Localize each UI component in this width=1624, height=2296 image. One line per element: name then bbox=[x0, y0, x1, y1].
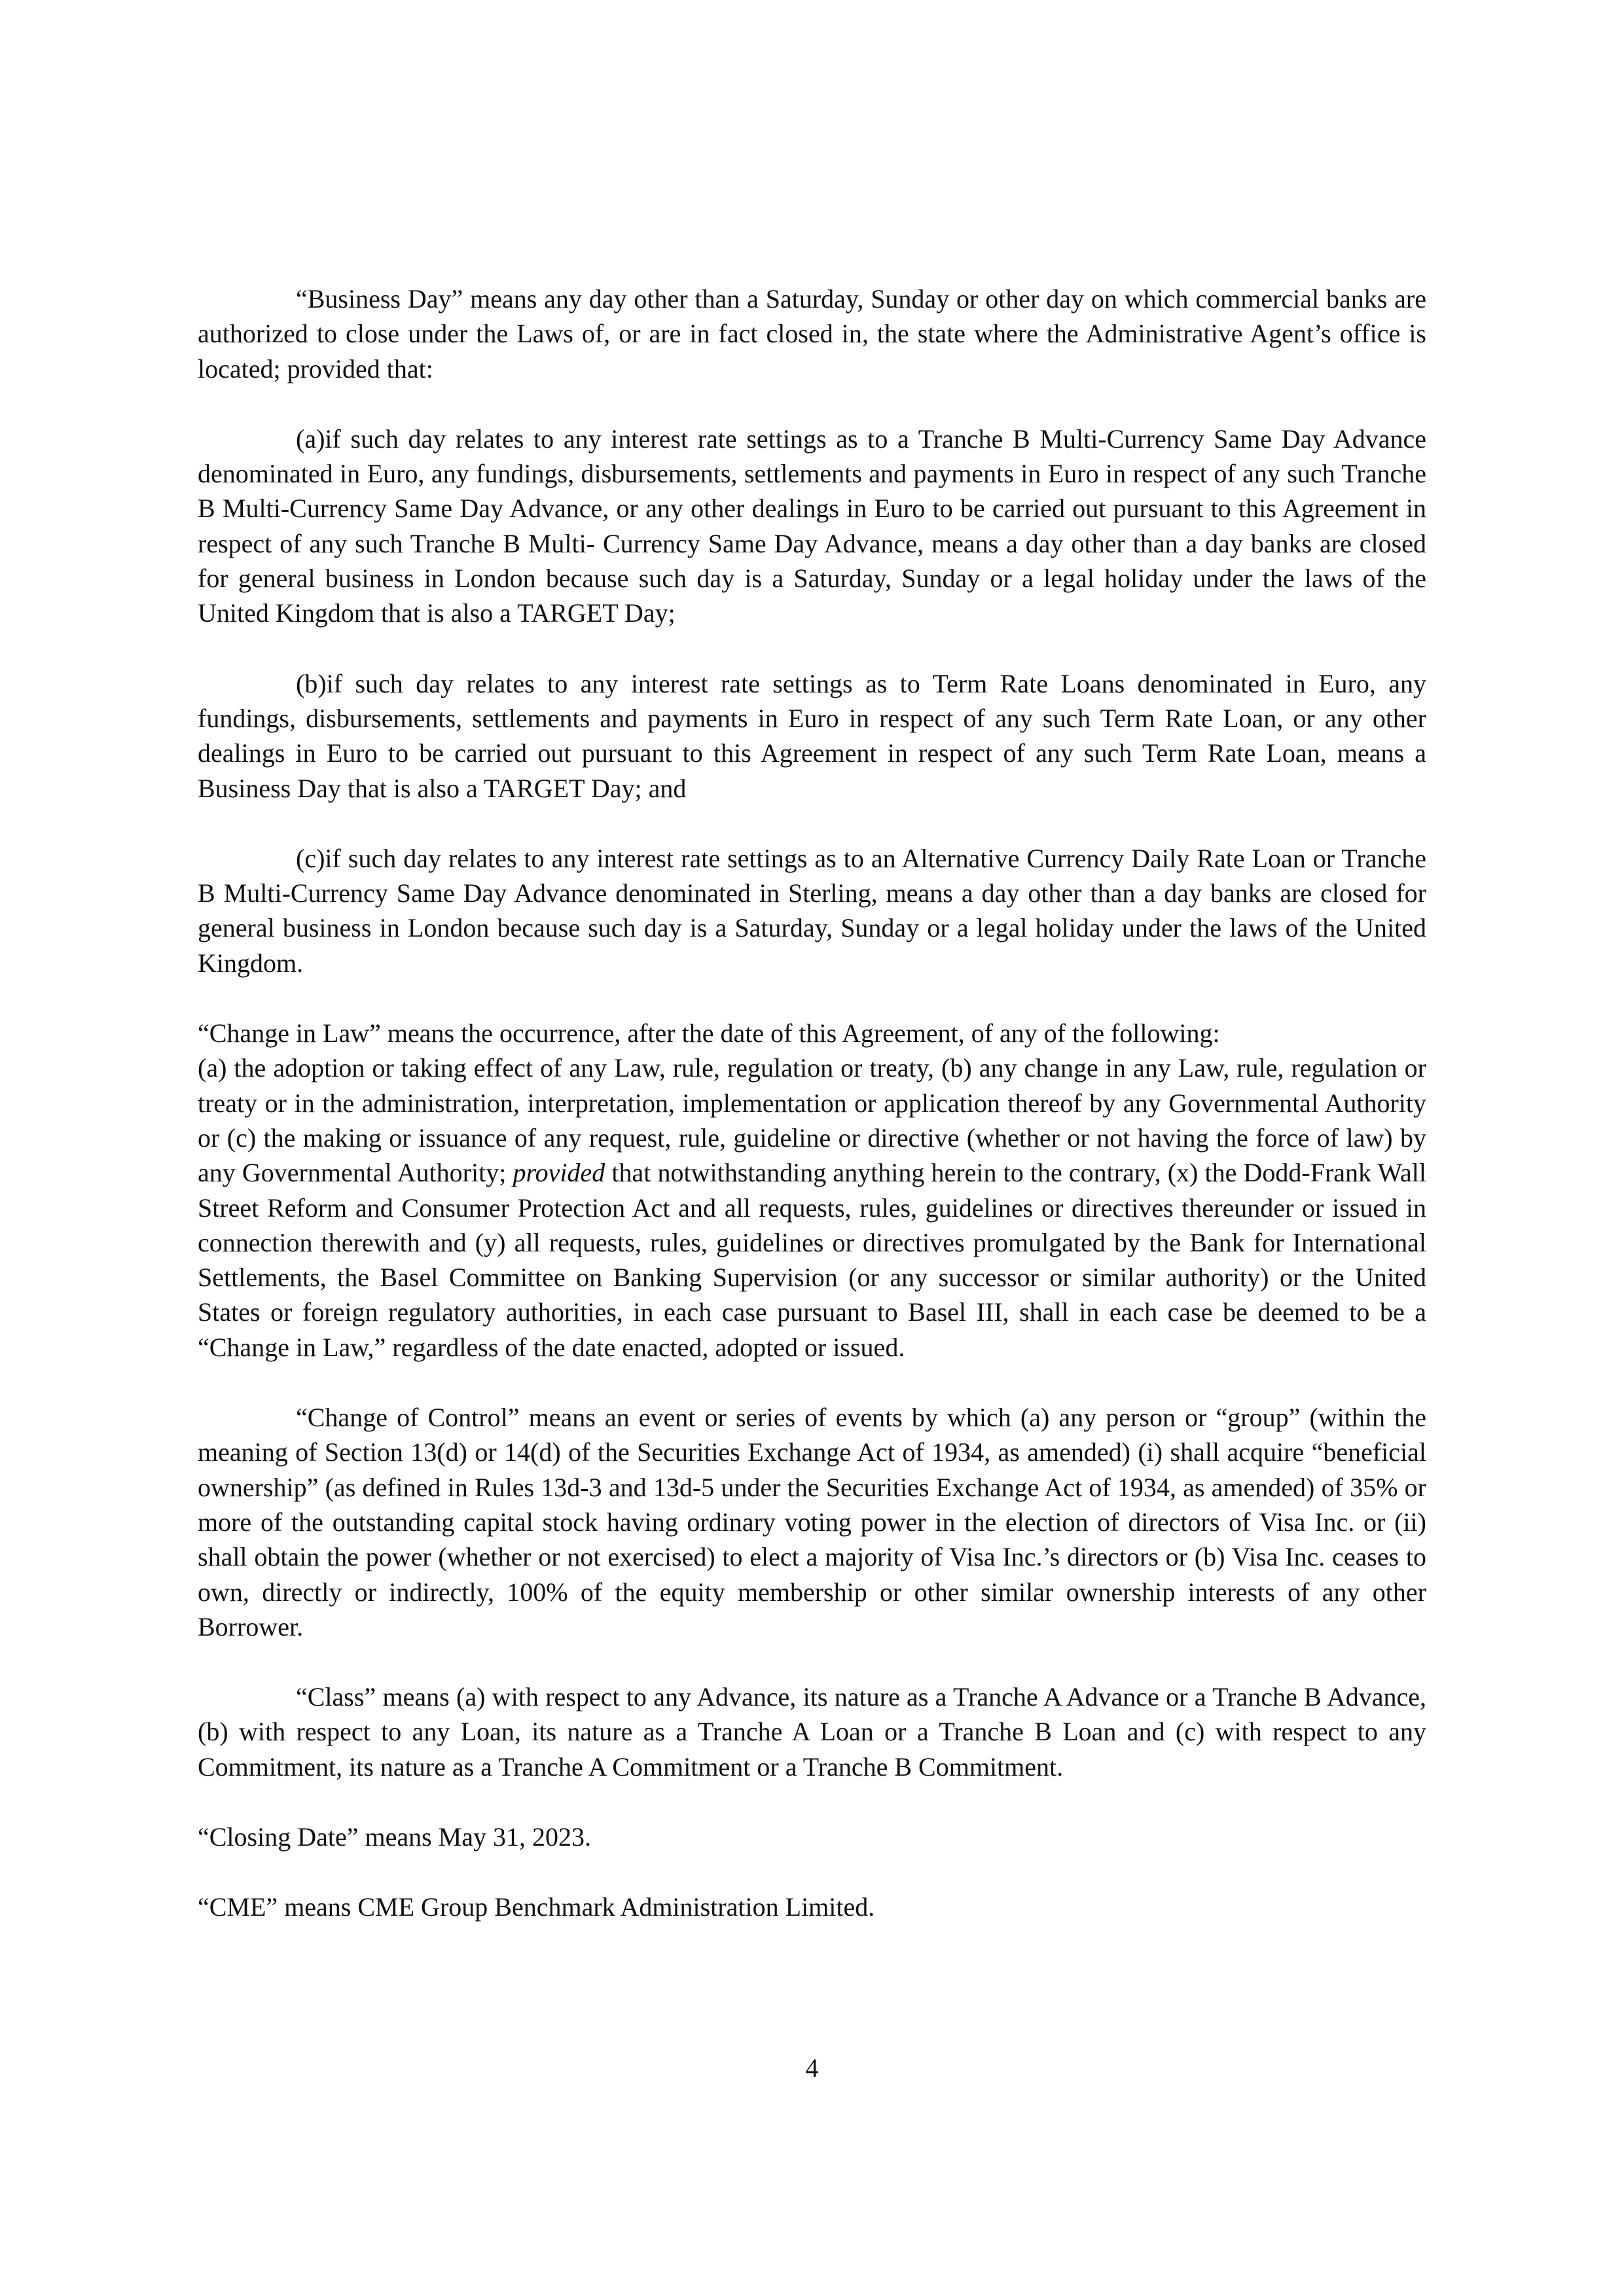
change-in-law-text-after: that notwithstanding anything herein to the contrary, (x) the Dodd-Frank Wall Street Reform and Consumer Protection Act and all requests, rules, guidelines or directives thereunder or issued in connection therewith and (y) all requests, rules, guidelines or directives promulgated by the Bank for International Settlements, the Basel Committee on Banking Supervision (or any successor or similar authority) or the United States or foreign regulatory authorities, in each case pursuant to Basel III, shall in each case be deemed to be a “Change in Law,” regardless of the date enacted, adopted or issued. bbox=[198, 1158, 1427, 1362]
clause-label: (a) bbox=[296, 423, 325, 454]
definition-business-day: “Business Day” means any day other than a Saturday, Sunday or other day on which commercial banks are authorized to close under the Laws of, or are in fact closed in, the state where the Administrative Agent’s office is located; provided that: bbox=[198, 284, 1426, 384]
page-number: 4 bbox=[805, 2053, 819, 2083]
definition-change-in-law bbox=[198, 1016, 1426, 1365]
clause-text: if such day relates to any interest rate settings as to an Alternative Currency Daily Rate Loan or Tranche B Multi-Currency Same Day Advance denominated in Sterling, means a day other than a day banks are closed for general business in London because such day is a Saturday, Sunday or a legal holiday under the laws of the United Kingdom. bbox=[198, 843, 1426, 978]
definition-business-day-clause-c bbox=[198, 841, 1426, 980]
definition-business-day-clause-a bbox=[198, 422, 1426, 631]
clause-text: if such day relates to any interest rate settings as to Term Rate Loans denominated in Euro, any fundings, disbursements, settlements and payments in Euro in respect of any such Term Rate Loan, or any other dealings in Euro to be carried out pursuant to this Agreement in respect of any such Term Rate Loan, means a Business Day that is also a TARGET Day; and bbox=[198, 668, 1426, 803]
change-in-law-provided: provided bbox=[513, 1158, 605, 1188]
document-body bbox=[198, 281, 1426, 1960]
definition-closing-date: “Closing Date” means May 31, 2023. bbox=[198, 1821, 591, 1852]
change-in-law-body bbox=[198, 1050, 1426, 1365]
definition-cme: “CME” means CME Group Benchmark Administration Limited. bbox=[198, 1892, 875, 1922]
change-in-law-text-before: (a) the adoption or taking effect of any Law, rule, regulation or treaty, (b) any change in any Law, rule, regulation or treaty or in the administration, interpretation, implementation or application thereof by any Governmental Authority or (c) the making or issuance of any request, rule, guideline or directive (whether or not having the force of law) by any Governmental Authority; bbox=[198, 1053, 1426, 1188]
definition-class: “Class” means (a) with respect to any Advance, its nature as a Tranche A Advance or a Tranche B Advance, (b) with respect to any Loan, its nature as a Tranche A Loan or a Tranche B Loan and (c) with respect to any Commitment, its nature as a Tranche A Commitment or a Tranche B Commitment. bbox=[198, 1682, 1426, 1782]
change-in-law-intro: “Change in Law” means the occurrence, after the date of this Agreement, of any of the following: bbox=[198, 1018, 1220, 1049]
clause-text: if such day relates to any interest rate settings as to a Tranche B Multi-Currency Same Day Advance denominated in Euro, any fundings, disbursements, settlements and payments in Euro in respect of any such Tranche B Multi-Currency Same Day Advance, or any other dealings in Euro to be carried out pursuant to this Agreement in respect of any such Tranche B Multi- Currency Same Day Advance, means a day other than a day banks are closed for general business in London because such day is a Saturday, Sunday or a legal holiday under the laws of the United Kingdom that is also a TARGET Day; bbox=[198, 423, 1426, 628]
clause-label: (c) bbox=[296, 843, 325, 873]
clause-label: (b) bbox=[296, 668, 327, 698]
definition-change-of-control: “Change of Control” means an event or series of events by which (a) any person or “group” (within the meaning of Section 13(d) or 14(d) of the Securities Exchange Act of 1934, as amended) (i) shall acquire “beneficial ownership” (as defined in Rules 13d-3 and 13d-5 under the Securities Exchange Act of 1934, as amended) of 35% or more of the outstanding capital stock having ordinary voting power in the election of directors of Visa Inc. or (ii) shall obtain the power (whether or not exercised) to elect a majority of Visa Inc.’s directors or (b) Visa Inc. ceases to own, directly or indirectly, 100% of the equity membership or other similar ownership interests of any other Borrower. bbox=[198, 1403, 1426, 1641]
definition-business-day-clause-b bbox=[198, 666, 1426, 806]
